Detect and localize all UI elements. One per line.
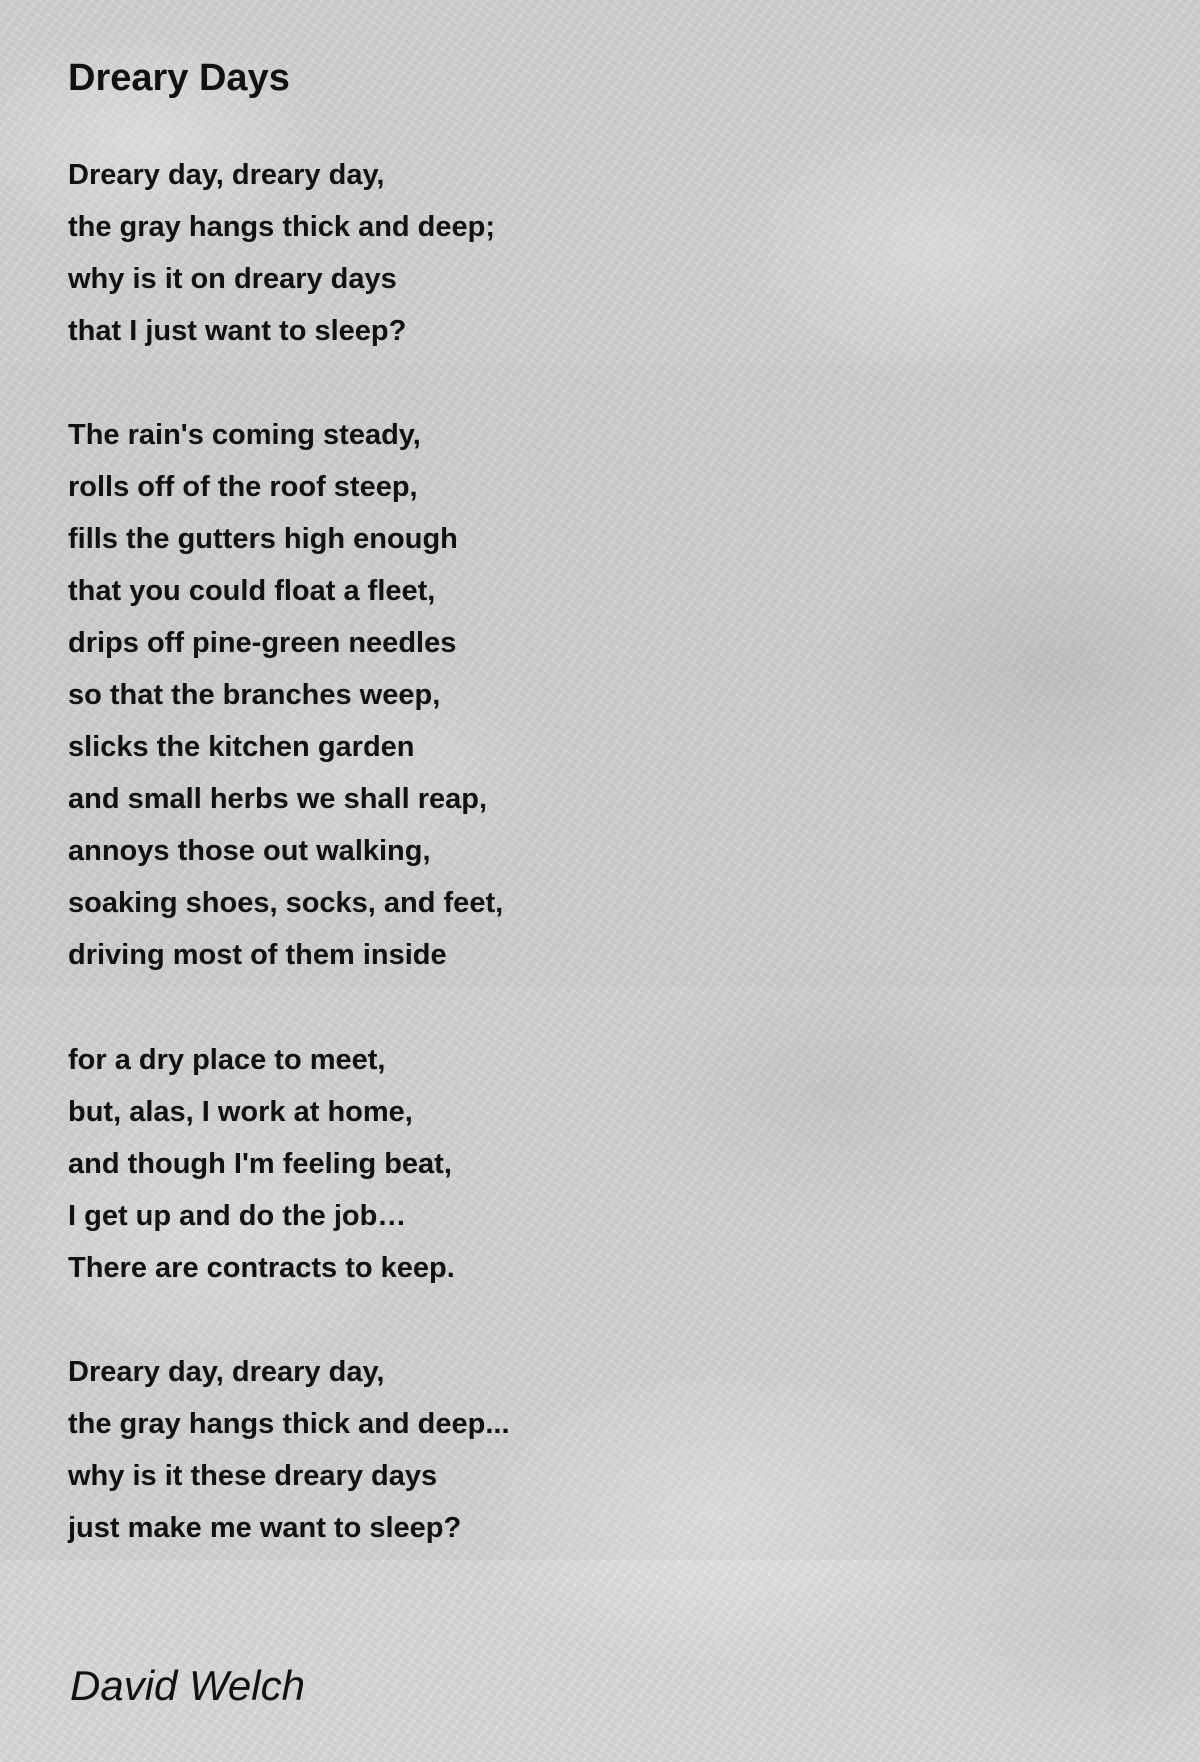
poem-line: soaking shoes, socks, and feet, xyxy=(68,887,504,919)
poem-line: rolls off of the roof steep, xyxy=(68,471,418,503)
poem-author: David Welch xyxy=(70,1662,305,1709)
poem-line: why is it these dreary days xyxy=(68,1460,438,1492)
stanza xyxy=(68,149,495,357)
poem-line: Dreary day, dreary day, xyxy=(68,1356,385,1388)
poem-line: that I just want to sleep? xyxy=(68,315,407,347)
poem-line: annoys those out walking, xyxy=(68,835,431,867)
poem-line: and though I'm feeling beat, xyxy=(68,1148,452,1180)
poem-line: The rain's coming steady, xyxy=(68,419,421,451)
poem-line: and small herbs we shall reap, xyxy=(68,783,488,815)
poem-line: fills the gutters high enough xyxy=(68,523,458,555)
poem-line: for a dry place to meet, xyxy=(68,1044,386,1076)
poem-line: the gray hangs thick and deep... xyxy=(68,1408,510,1440)
poem-line: but, alas, I work at home, xyxy=(68,1096,413,1128)
stanza xyxy=(68,1346,510,1554)
poem-line: that you could float a fleet, xyxy=(68,575,436,607)
poem-line: slicks the kitchen garden xyxy=(68,731,415,763)
poem-line: There are contracts to keep. xyxy=(68,1252,455,1284)
poem-title: Dreary Days xyxy=(68,57,290,99)
poem-line: why is it on dreary days xyxy=(68,263,397,295)
poem-line: driving most of them inside xyxy=(68,939,447,971)
stanza xyxy=(68,1034,455,1294)
poem-line: just make me want to sleep? xyxy=(68,1512,462,1544)
poem-line: the gray hangs thick and deep; xyxy=(68,211,496,243)
poem-line: I get up and do the job… xyxy=(68,1200,407,1232)
poem-line: drips off pine-green needles xyxy=(68,627,457,659)
poem-line: so that the branches weep, xyxy=(68,679,441,711)
stanza xyxy=(68,409,503,981)
poem-line: Dreary day, dreary day, xyxy=(68,159,385,191)
